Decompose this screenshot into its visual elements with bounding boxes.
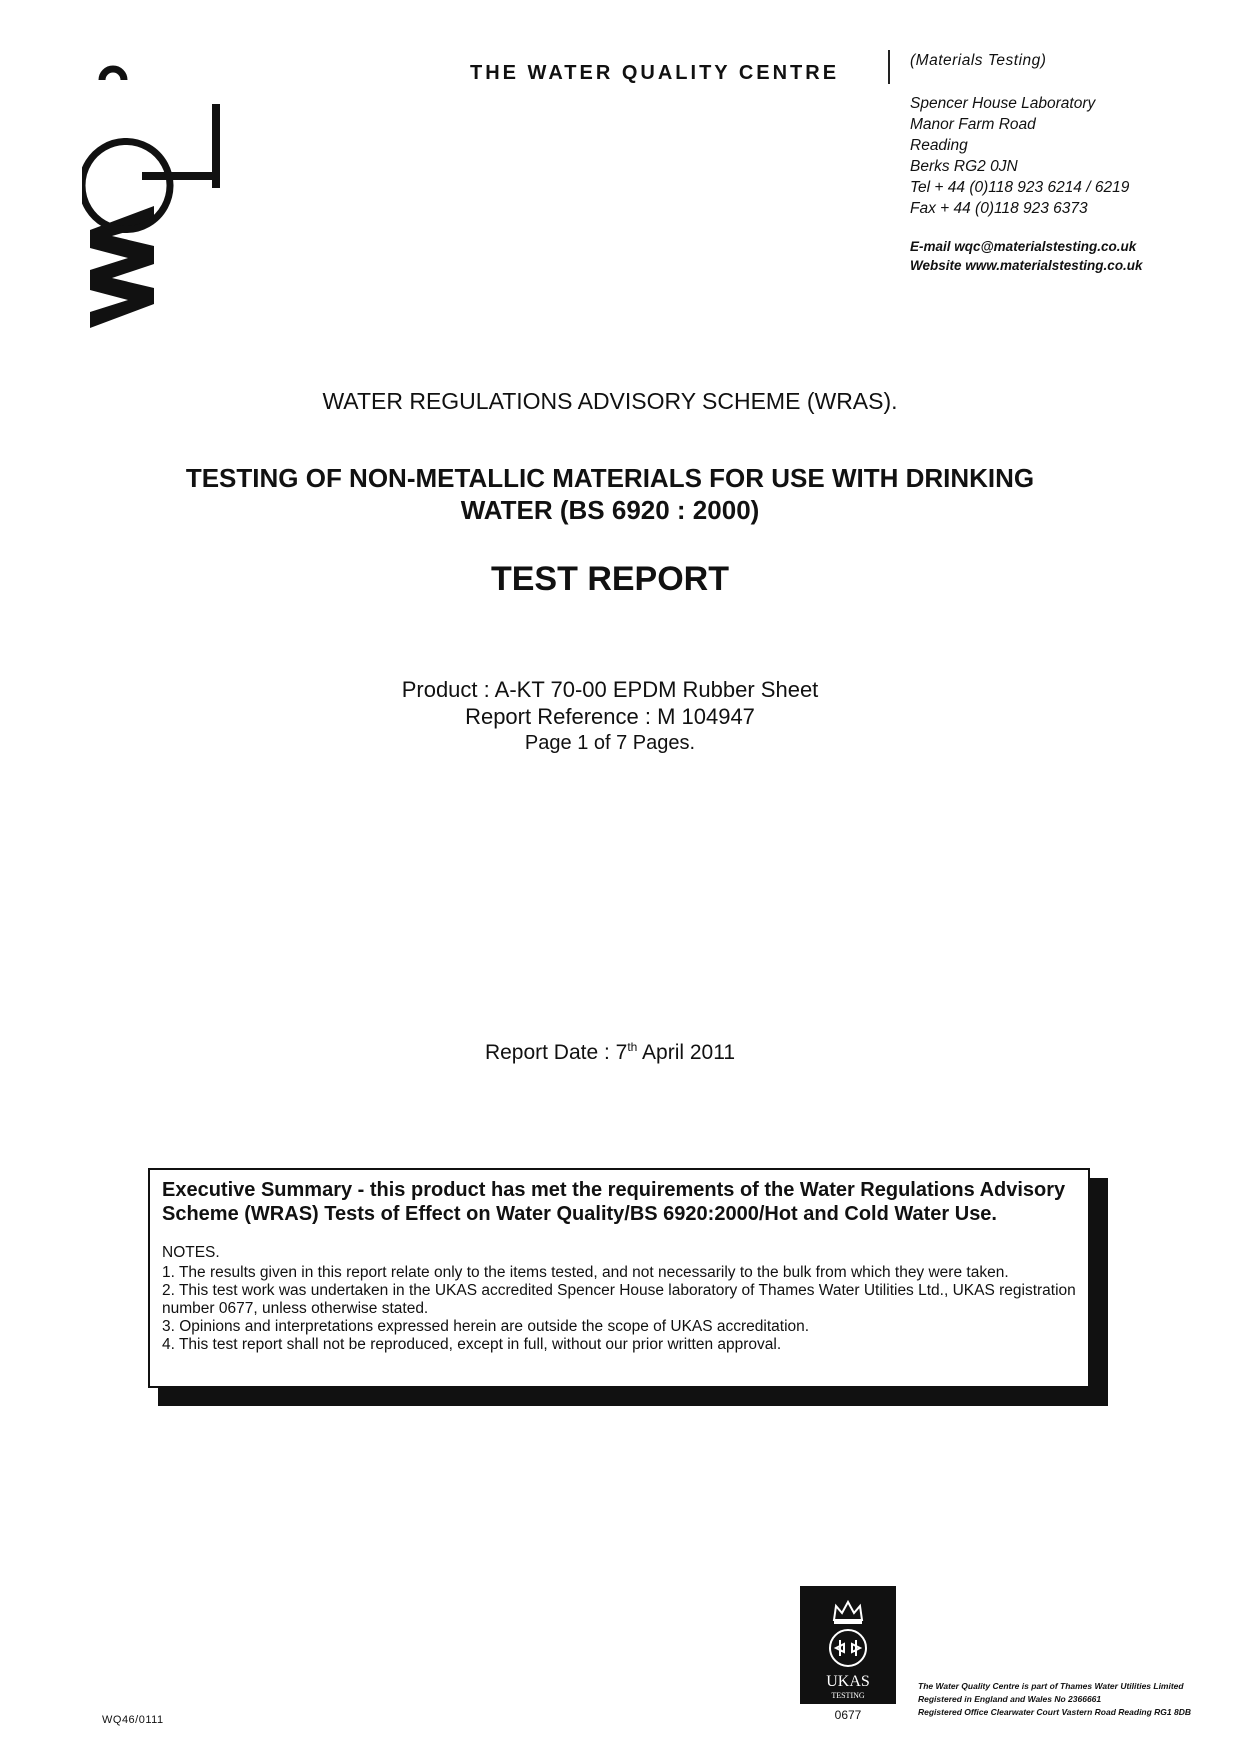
notes-label: NOTES.	[162, 1244, 220, 1261]
report-date-prefix: Report Date : 7	[484, 1041, 628, 1064]
legal-line: The Water Quality Centre is part of Thames Water Utilities Limited	[918, 1681, 1184, 1691]
org-name: THE WATER QUALITY CENTRE	[470, 62, 840, 84]
report-date-rest: April 2011	[637, 1041, 736, 1064]
address-line: Manor Farm Road	[910, 116, 1036, 133]
ukas-logo	[800, 1586, 896, 1704]
note-item: 4. This test report shall not be reproduced, except in full, without our prior written approval.	[162, 1336, 782, 1353]
form-code: WQ46/0111	[102, 1714, 164, 1726]
ukas-label: UKAS	[826, 1673, 870, 1690]
notes	[162, 1244, 1076, 1354]
wqc-logo	[82, 58, 252, 338]
address-line: Reading	[910, 137, 968, 154]
product-line: Product : A-KT 70-00 EPDM Rubber Sheet	[401, 677, 819, 702]
main-title	[0, 462, 1220, 526]
website-line: Website www.materialstesting.co.uk	[910, 258, 1143, 273]
email-line: E-mail wqc@materialstesting.co.uk	[910, 239, 1137, 254]
header-divider	[888, 50, 890, 84]
executive-summary: Executive Summary - this product has met the requirements of the Water Regulations Advisory Scheme (WRAS) Tests of Effect on Water Quality/BS 6920:2000/Hot and Cold Water Use.	[162, 1179, 1066, 1225]
address-line: Spencer House Laboratory	[910, 95, 1096, 112]
summary-box	[148, 1168, 1090, 1388]
page-info: Page 1 of 7 Pages.	[524, 732, 696, 754]
reference-line: Report Reference : M 104947	[465, 704, 755, 729]
wqc-logo-graphic	[82, 58, 252, 338]
legal-line: Registered Office Clearwater Court Vastern Road Reading RG1 8DB	[918, 1707, 1192, 1717]
scheme-title: WATER REGULATIONS ADVISORY SCHEME (WRAS).	[322, 388, 898, 414]
department: (Materials Testing)	[910, 52, 1047, 69]
legal-line: Registered in England and Wales No 2366661	[918, 1694, 1102, 1704]
fax-line: Fax + 44 (0)118 923 6373	[910, 200, 1088, 217]
contact-block	[910, 50, 1143, 275]
ukas-crown-icon	[800, 1586, 896, 1704]
report-date-suffix: th	[627, 1040, 638, 1054]
legal-footer	[918, 1680, 1191, 1719]
ukas-number: 0677	[834, 1708, 862, 1722]
main-title-line1: TESTING OF NON-METALLIC MATERIALS FOR USE WITH DRINKING	[185, 463, 1035, 493]
phone-line: Tel + 44 (0)118 923 6214 / 6219	[910, 179, 1130, 196]
ukas-sub: TESTING	[831, 1691, 865, 1700]
address-line: Berks RG2 0JN	[910, 158, 1018, 175]
note-item: 1. The results given in this report relate only to the items tested, and not necessarily to the bulk from which they were taken.	[162, 1264, 1009, 1281]
note-item: 2. This test work was undertaken in the UKAS accredited Spencer House laboratory of Thames Water Utilities Ltd., UKAS registration number 0677, unless otherwise stated.	[162, 1282, 1076, 1317]
product-block	[0, 676, 1220, 757]
report-date	[0, 1040, 1220, 1065]
note-item: 3. Opinions and interpretations expressed herein are outside the scope of UKAS accreditation.	[162, 1318, 810, 1335]
report-title: TEST REPORT	[490, 560, 730, 598]
main-title-line2: WATER (BS 6920 : 2000)	[460, 495, 760, 525]
